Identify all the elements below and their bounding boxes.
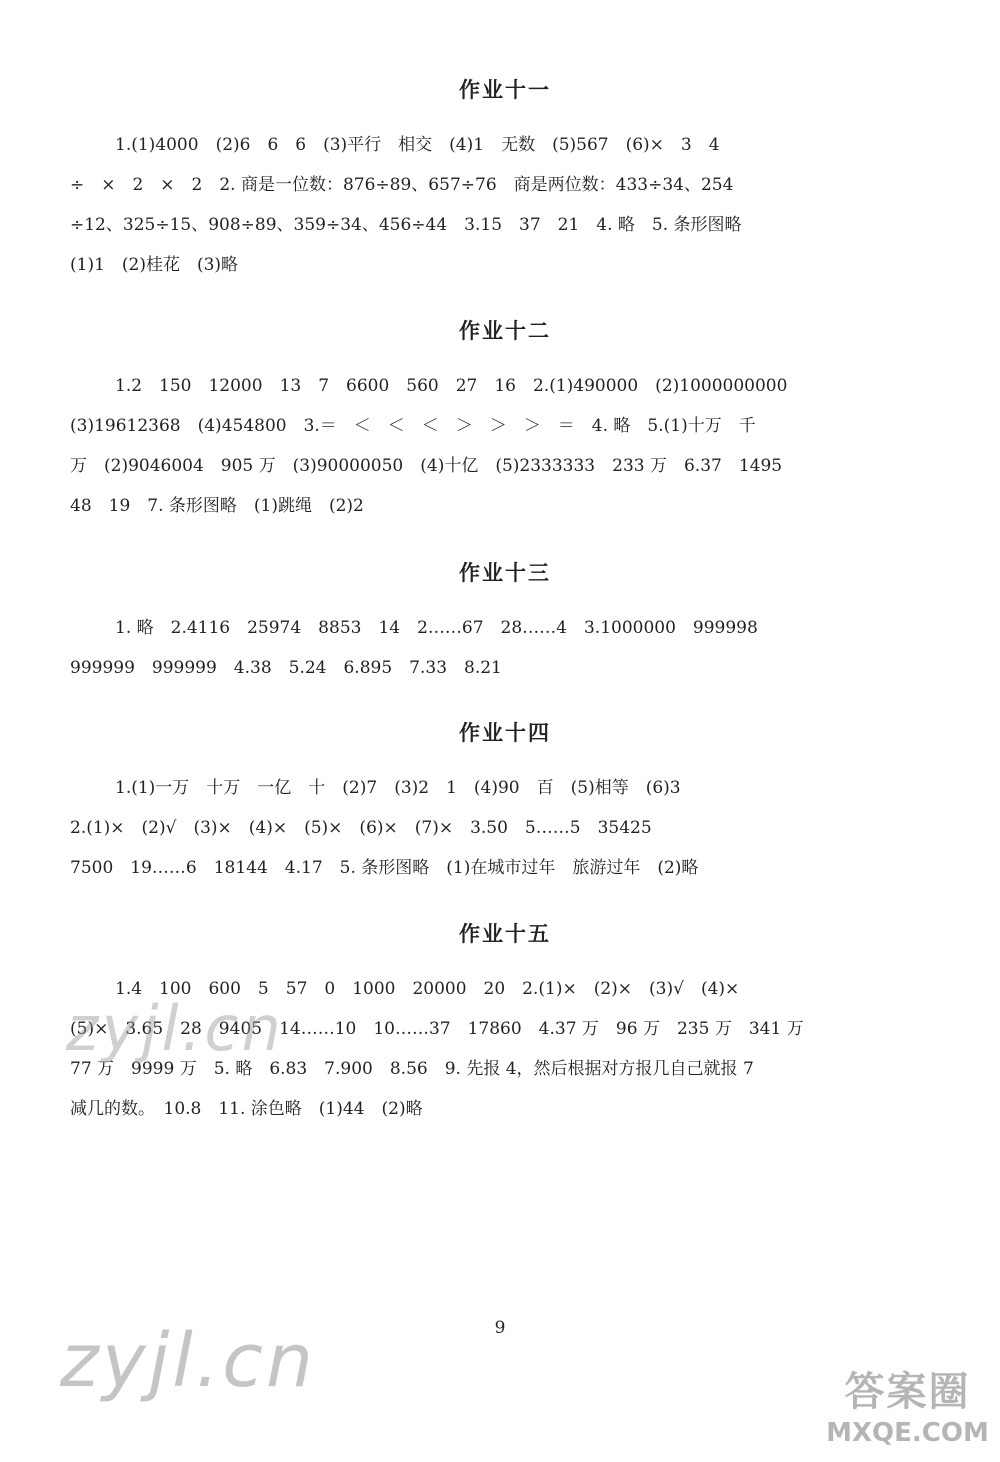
section-title: 作业十二	[459, 319, 551, 343]
answer-line: 1.2 150 12000 13 7 6600 560 27 16 2.(1)490000 (2)1000000000	[115, 376, 788, 396]
corner-logo-en: MXQE.COM	[826, 1418, 989, 1448]
answer-line: (3)19612368 (4)454800 3.＝ ＜ ＜ ＜ ＞ ＞ ＞ ＝ 4. 略 5.(1)十万 千	[70, 416, 756, 436]
answer-line: 2.(1)× (2)√ (3)× (4)× (5)× (6)× (7)× 3.50 5……5 35425	[70, 818, 652, 838]
section-title: 作业十一	[459, 78, 551, 102]
section-4	[70, 713, 940, 888]
answer-line: ÷ × 2 × 2 2. 商是一位数：876÷89、657÷76 商是两位数：433÷34、254	[70, 175, 734, 195]
answer-line: 减几的数。 10.8 11. 涂色略 (1)44 (2)略	[70, 1099, 423, 1119]
section-3	[70, 553, 940, 688]
answer-line: 万 (2)9046004 905 万 (3)90000050 (4)十亿 (5)2333333 233 万 6.37 1495	[70, 456, 783, 476]
answer-line: (5)× 3.65 28 9405 14……10 10……37 17860 4.37 万 96 万 235 万 341 万	[70, 1019, 804, 1039]
corner-logo-cn: 答案圈	[844, 1369, 971, 1415]
answer-line: 77 万 9999 万 5. 略 6.83 7.900 8.56 9. 先报 4，然后根据对方报几自己就报 7	[70, 1059, 754, 1079]
answer-line: 999999 999999 4.38 5.24 6.895 7.33 8.21	[70, 658, 502, 678]
section-title: 作业十五	[459, 922, 551, 946]
section-2	[70, 311, 940, 526]
answer-line: 1.4 100 600 5 57 0 1000 20000 20 2.(1)× (2)× (3)√ (4)×	[115, 979, 740, 999]
page-number: 9	[494, 1318, 506, 1338]
section-title: 作业十三	[459, 561, 551, 585]
section-1	[70, 70, 940, 285]
section-title: 作业十四	[459, 721, 551, 745]
answer-line: ÷12、325÷15、908÷89、359÷34、456÷44 3.15 37 21 4. 略 5. 条形图略	[70, 215, 742, 235]
answer-line: 1. 略 2.4116 25974 8853 14 2……67 28……4 3.1000000 999998	[115, 618, 758, 638]
watermark-bottom: zyjl.cn	[60, 1318, 316, 1404]
answer-line: 7500 19……6 18144 4.17 5. 条形图略 (1)在城市过年 旅游过年 (2)略	[70, 858, 699, 878]
watermark-mid: zyjl.cn	[66, 992, 284, 1065]
answer-line: 1.(1)一万 十万 一亿 十 (2)7 (3)2 1 (4)90 百 (5)相等 (6)3	[115, 778, 681, 798]
answer-line: (1)1 (2)桂花 (3)略	[70, 255, 239, 275]
answer-line: 48 19 7. 条形图略 (1)跳绳 (2)2	[70, 496, 364, 516]
corner-logo	[820, 1368, 995, 1458]
answer-line: 1.(1)4000 (2)6 6 6 (3)平行 相交 (4)1 无数 (5)567 (6)× 3 4	[115, 135, 720, 155]
